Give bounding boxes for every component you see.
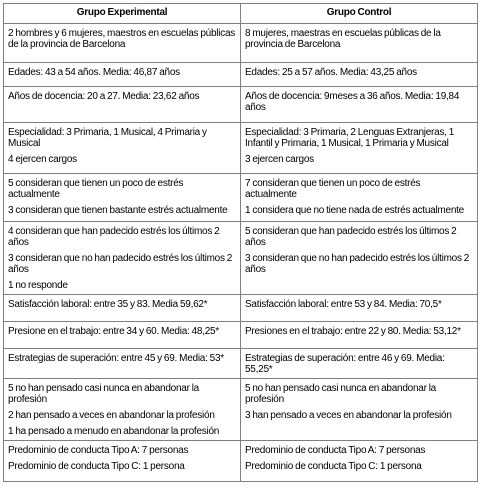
comparison-table	[3, 3, 478, 482]
cell-line: 1 no responde	[8, 280, 68, 291]
cell-line: Años de docencia: 9meses a 36 años. Media: 19,84 años	[245, 91, 460, 113]
table-header-row	[4, 4, 478, 24]
table-cell-experimental	[4, 322, 241, 349]
cell-line: 3 consideran que no han padecido estrés los últimos 2 años	[8, 253, 233, 275]
table-cell-experimental	[4, 295, 241, 322]
table-row	[4, 349, 478, 379]
cell-line: 3 consideran que tienen bastante estrés actualmente	[8, 205, 228, 216]
table-row	[4, 441, 478, 482]
table-row	[4, 379, 478, 441]
table-cell-experimental	[4, 174, 241, 222]
table-cell-control	[241, 222, 478, 295]
cell-line: 5 consideran que tienen un poco de estrés actualmente	[8, 178, 184, 200]
cell-line: Edades: 25 a 57 años. Media: 43,25 años	[245, 67, 417, 78]
cell-line: Estrategias de superación: entre 46 y 69. Media: 55,25*	[245, 353, 445, 375]
cell-line: Satisfacción laboral: entre 35 y 83. Media 59,62*	[8, 299, 208, 310]
cell-line: 3 han pensado a veces en abandonar la profesión	[245, 410, 452, 421]
table-cell-experimental	[4, 349, 241, 379]
table-body	[4, 24, 478, 482]
cell-line: 1 considera que no tiene nada de estrés actualmente	[245, 205, 464, 216]
table-cell-experimental	[4, 441, 241, 482]
table-row	[4, 63, 478, 87]
cell-line: 7 consideran que tienen un poco de estrés actualmente	[245, 178, 421, 200]
cell-line: Presiones en el trabajo: entre 22 y 80. Media: 53,12*	[245, 326, 461, 337]
cell-line: 3 consideran que no han padecido estrés los últimos 2 años	[245, 253, 470, 275]
cell-line: Edades: 43 a 54 años. Media: 46,87 años	[8, 67, 180, 78]
cell-line: 5 consideran que han padecido estrés los últimos 2 años	[245, 226, 457, 248]
cell-line: Estrategias de superación: entre 45 y 69. Media: 53*	[8, 353, 224, 364]
table-cell-control	[241, 295, 478, 322]
table-cell-control	[241, 63, 478, 87]
cell-line: 1 ha pensado a menudo en abandonar la profesión	[8, 426, 220, 437]
table-row	[4, 295, 478, 322]
cell-line: Especialidad: 3 Primaria, 2 Lenguas Extranjeras, 1 Infantil y Primaria, 1 Musical, 1 Primaria y Musical	[245, 127, 455, 149]
table-cell-experimental	[4, 87, 241, 123]
table-cell-control	[241, 174, 478, 222]
table-cell-experimental	[4, 24, 241, 63]
header-grupo-control: Grupo Control	[241, 4, 478, 24]
cell-line: 2 hombres y 6 mujeres, maestros en escuelas públicas de la provincia de Barcelona	[8, 28, 236, 50]
table-cell-control	[241, 322, 478, 349]
cell-line: Predominio de conducta Tipo C: 1 persona	[8, 461, 185, 472]
table-cell-control	[241, 123, 478, 174]
table-row	[4, 24, 478, 63]
cell-line: 8 mujeres, maestras en escuelas públicas de la provincia de Barcelona	[245, 28, 441, 50]
cell-line: Años de docencia: 20 a 27. Media: 23,62 años	[8, 91, 200, 102]
cell-line: Presione en el trabajo: entre 34 y 60. Media: 48,25*	[8, 326, 219, 337]
header-grupo-experimental: Grupo Experimental	[4, 4, 241, 24]
table-cell-experimental	[4, 379, 241, 441]
comparison-document	[3, 3, 477, 482]
table-cell-control	[241, 379, 478, 441]
cell-line: Especialidad: 3 Primaria, 1 Musical, 4 Primaria y Musical	[8, 127, 207, 149]
table-cell-experimental	[4, 123, 241, 174]
cell-line: 3 ejercen cargos	[245, 154, 314, 165]
cell-line: Satisfacción laboral: entre 53 y 84. Media: 70,5*	[245, 299, 442, 310]
table-cell-control	[241, 441, 478, 482]
cell-line: 4 consideran que han padecido estrés los últimos 2 años	[8, 226, 220, 248]
cell-line: 5 no han pensado casi nunca en abandonar la profesión	[8, 383, 199, 405]
table-row	[4, 87, 478, 123]
table-cell-control	[241, 24, 478, 63]
table-row	[4, 174, 478, 222]
cell-line: 4 ejercen cargos	[8, 154, 77, 165]
table-row	[4, 222, 478, 295]
table-cell-control	[241, 349, 478, 379]
table-row	[4, 123, 478, 174]
cell-line: Predominio de conducta Tipo A: 7 personas	[245, 445, 426, 456]
table-cell-experimental	[4, 222, 241, 295]
table-cell-experimental	[4, 63, 241, 87]
cell-line: Predominio de conducta Tipo C: 1 persona	[245, 461, 422, 472]
cell-line: Predominio de conducta Tipo A: 7 personas	[8, 445, 189, 456]
table-cell-control	[241, 87, 478, 123]
cell-line: 2 han pensado a veces en abandonar la profesión	[8, 410, 215, 421]
table-row	[4, 322, 478, 349]
cell-line: 5 no han pensado casi nunca en abandonar la profesión	[245, 383, 436, 405]
